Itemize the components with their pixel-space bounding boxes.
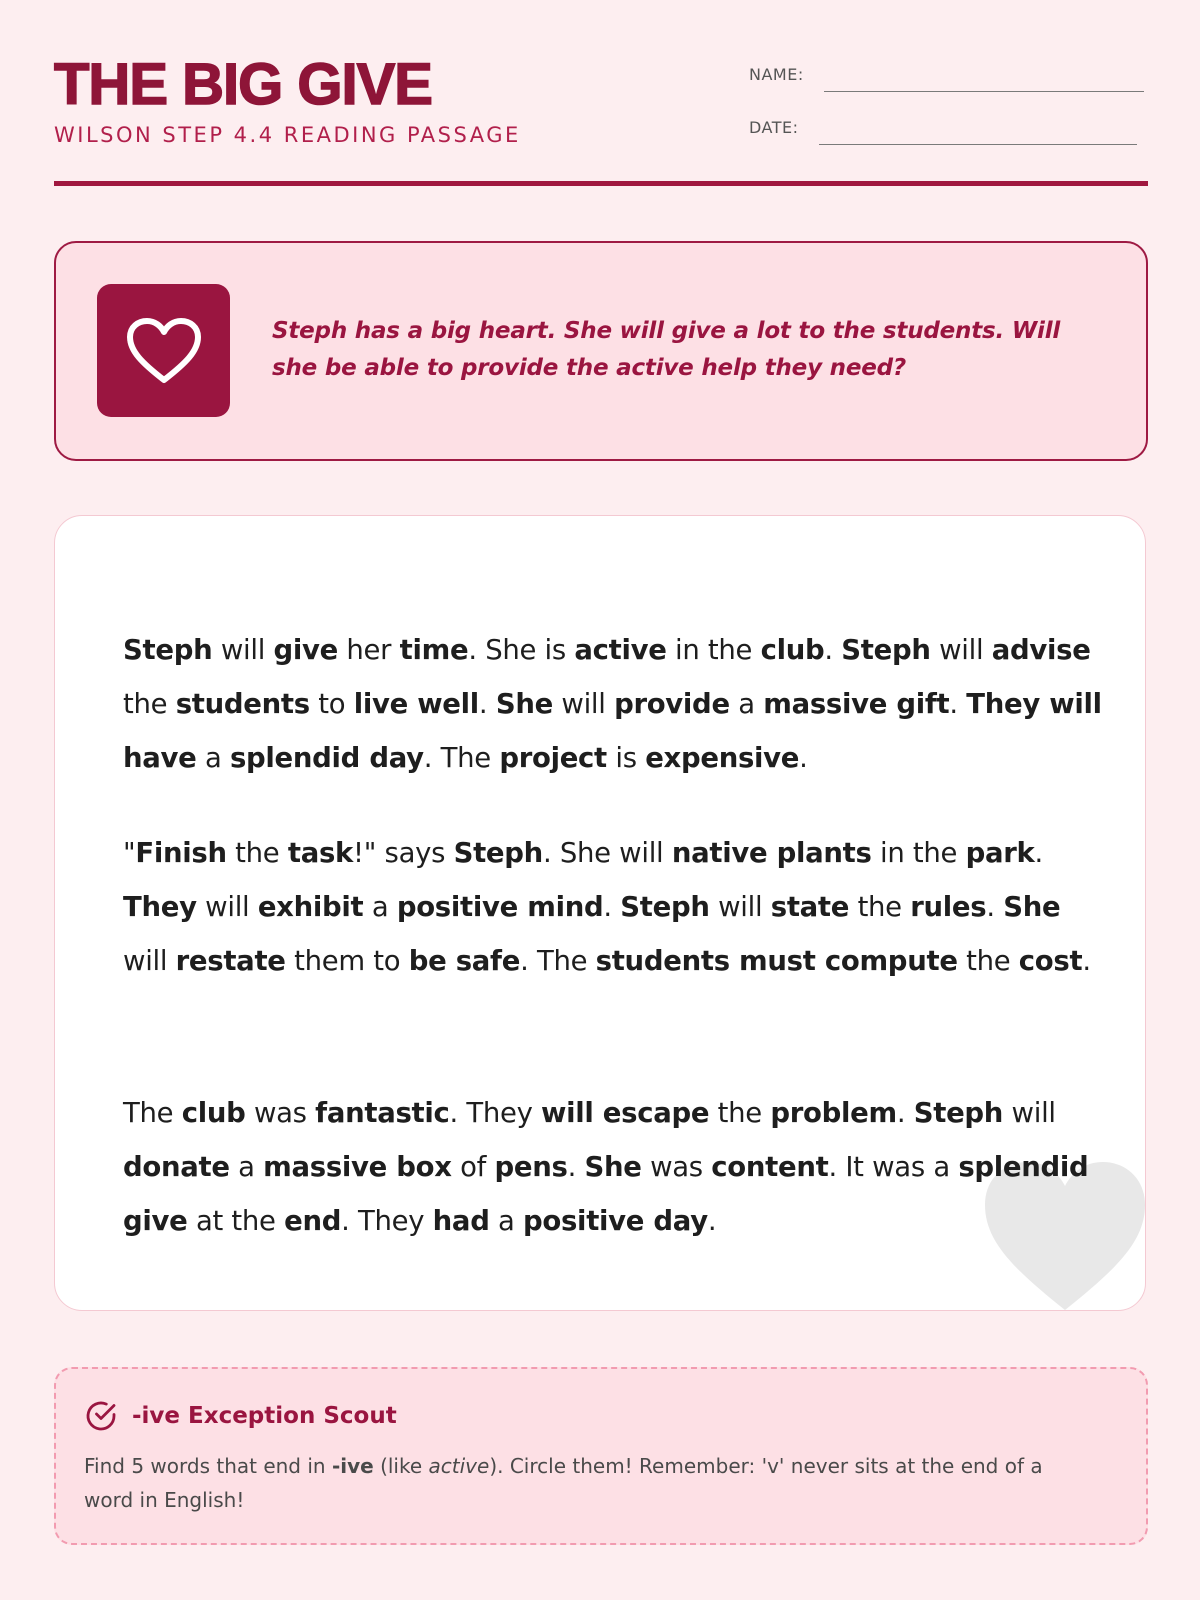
passage-text: a [729,688,764,720]
passage-text: will [196,891,258,923]
target-word[interactable]: state [770,891,850,923]
passage-text: the [957,945,1019,977]
passage-text: a [196,742,230,774]
scout-instructions: Find 5 words that end in -ive (like active). Circle them! Remember: 'v' never sits at the end of a word in English! [84,1454,1043,1512]
target-word[interactable]: splendid give [123,1151,1089,1237]
date-label: DATE: [749,118,799,137]
target-word[interactable]: Steph [123,634,213,666]
passage-text: The [123,1097,182,1129]
target-word[interactable]: students [175,688,310,720]
passage-text: will [930,634,992,666]
passage-text: . It was a [828,1151,959,1183]
passage-text: " [123,837,136,869]
passage-text: to [309,688,354,720]
passage-text: her [337,634,400,666]
page-title: THE BIG GIVE [54,52,432,117]
scout-heading [84,1399,397,1433]
passage-text: . They [341,1205,433,1237]
target-word[interactable]: problem [770,1097,897,1129]
passage-paragraph [123,826,1103,988]
target-word[interactable]: massive box [263,1151,452,1183]
target-word[interactable]: They will have [123,688,1102,774]
passage-text: the [123,688,176,720]
passage-text: . [478,688,496,720]
target-word[interactable]: project [499,742,607,774]
target-word[interactable]: rules [910,891,987,923]
target-word[interactable]: time [399,634,469,666]
target-word[interactable]: students must compute [595,945,958,977]
passage-text: . [824,634,842,666]
passage-text: . [949,688,967,720]
passage-text: . [707,1205,717,1237]
intro-box [54,241,1148,461]
name-label: NAME: [749,65,804,84]
passage-text: will [212,634,274,666]
passage-text: will [1003,1097,1056,1129]
target-word[interactable]: expensive [645,742,800,774]
target-word[interactable]: task [287,837,354,869]
header-divider [54,181,1148,186]
exception-scout-box [54,1367,1148,1545]
target-word[interactable]: She [584,1151,642,1183]
date-line[interactable] [819,144,1137,145]
passage-text: . They [449,1097,542,1129]
passage-text: . [799,742,808,774]
passage-text: . [1082,945,1091,977]
passage-text: in the [666,634,761,666]
target-word[interactable]: They [123,891,197,923]
target-word[interactable]: positive day [523,1205,708,1237]
target-word[interactable]: club [760,634,825,666]
target-word[interactable]: Steph [620,891,710,923]
passage-text: the [226,837,288,869]
target-word[interactable]: pens [494,1151,568,1183]
passage-paragraph [123,1086,1103,1248]
target-word[interactable]: exhibit [257,891,364,923]
target-word[interactable]: native plants [671,837,872,869]
target-word[interactable]: end [284,1205,342,1237]
target-word[interactable]: Steph [913,1097,1004,1129]
passage-text: of [451,1151,495,1183]
passage-text: the [849,891,911,923]
passage-text: !" says [353,837,454,869]
target-word[interactable]: park [965,837,1035,869]
passage-text: was [641,1151,712,1183]
target-word[interactable]: donate [123,1151,230,1183]
passage-text: will [709,891,771,923]
passage-text: a [229,1151,264,1183]
passage-text: . She is [468,634,575,666]
passage-text: . She will [542,837,672,869]
passage-text: . The [520,945,596,977]
passage-text: . [567,1151,585,1183]
passage-text: . [603,891,621,923]
target-word[interactable]: advise [991,634,1091,666]
target-word[interactable]: club [181,1097,246,1129]
scout-title: -ive Exception Scout [132,1403,397,1429]
passage-text: the [709,1097,771,1129]
target-word[interactable]: live well [353,688,479,720]
target-word[interactable]: splendid day [229,742,424,774]
page-subtitle: WILSON STEP 4.4 READING PASSAGE [54,123,521,147]
passage-text: them to [285,945,409,977]
passage-text: will [552,688,615,720]
target-word[interactable]: cost [1018,945,1083,977]
passage-text: at the [187,1205,285,1237]
target-word[interactable]: had [432,1205,490,1237]
target-word[interactable]: positive mind [396,891,604,923]
target-word[interactable]: will escape [541,1097,710,1129]
passage-text: . [1034,837,1043,869]
passage-text: will [123,945,176,977]
target-word[interactable]: restate [175,945,286,977]
target-word[interactable]: massive gift [763,688,950,720]
target-word[interactable]: She [495,688,553,720]
intro-text: Steph has a big heart. She will give a lot to the students. Will she be able to provide the active help they need? [272,318,1061,381]
target-word[interactable]: Steph [841,634,931,666]
target-word[interactable]: Steph [453,837,543,869]
passage-text: . [986,891,1004,923]
passage-text: . The [423,742,500,774]
target-word[interactable]: give [273,634,338,666]
target-word[interactable]: She [1003,891,1061,923]
target-word[interactable]: content [711,1151,829,1183]
passage-text: a [489,1205,524,1237]
target-word[interactable]: provide [614,688,730,720]
passage-paragraph [123,623,1103,785]
target-word[interactable]: active [574,634,667,666]
name-line[interactable] [824,91,1144,92]
passage-text: a [363,891,397,923]
passage-text: . [896,1097,914,1129]
check-circle-icon [84,1399,118,1433]
heart-icon [97,284,230,417]
reading-passage [54,515,1146,1311]
passage-text: is [606,742,646,774]
target-word[interactable]: be safe [408,945,521,977]
passage-text: was [245,1097,316,1129]
target-word[interactable]: fantastic [315,1097,450,1129]
target-word[interactable]: Finish [135,837,227,869]
passage-text: in the [871,837,966,869]
